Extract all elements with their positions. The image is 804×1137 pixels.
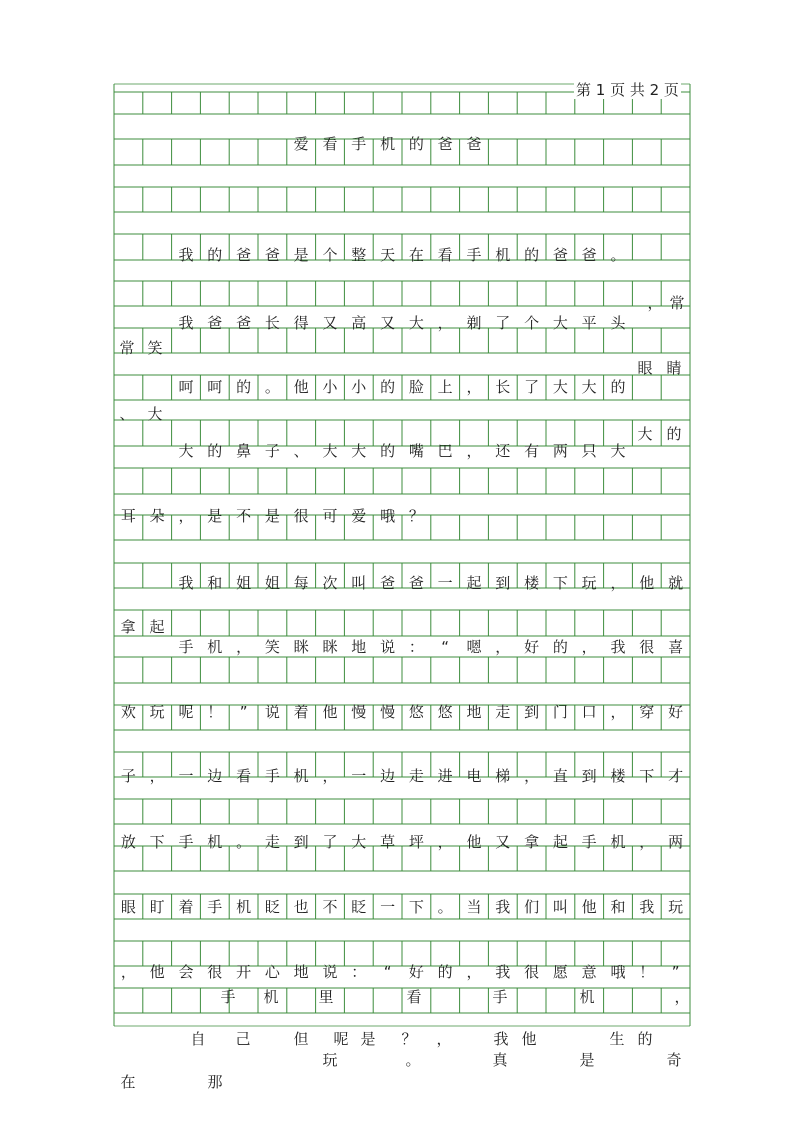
- text-line: ，: [639, 833, 655, 851]
- text-line: 看: [437, 246, 453, 264]
- text-line: 喜: [668, 638, 684, 656]
- text-line: 。: [437, 898, 453, 916]
- text-line: 穿: [639, 703, 655, 721]
- text-line: 我: [178, 574, 194, 592]
- text-line: 上: [437, 378, 453, 396]
- text-line: 们: [524, 898, 540, 916]
- text-line: 大: [178, 442, 194, 460]
- text-line: 进: [437, 767, 453, 785]
- text-line: ，: [647, 294, 663, 312]
- text-line: 坪: [408, 833, 424, 851]
- text-line: 起: [466, 574, 482, 592]
- text-line: 到: [293, 833, 309, 851]
- text-line: 眯: [293, 638, 309, 656]
- text-line: 的: [236, 378, 252, 396]
- text-line: ！: [639, 963, 655, 981]
- text-line: 哦: [380, 507, 396, 525]
- text-line: 耳: [120, 507, 136, 525]
- text-line: 眼: [637, 359, 653, 377]
- text-line: 眨: [351, 898, 367, 916]
- text-line: 我: [495, 963, 511, 981]
- text-line: 大: [610, 442, 626, 460]
- text-line: 很: [524, 963, 540, 981]
- text-line: 机: [610, 833, 626, 851]
- text-line: ，: [436, 1030, 452, 1048]
- text-line: 了: [495, 314, 511, 332]
- text-line: 大: [552, 314, 568, 332]
- text-line: 笑: [147, 339, 163, 357]
- text-line: 和: [207, 574, 223, 592]
- text-line: 玩: [668, 898, 684, 916]
- text-line: 。: [264, 378, 280, 396]
- text-line: 奇: [666, 1051, 682, 1069]
- text-line: 很: [639, 638, 655, 656]
- text-line: 悠: [437, 703, 453, 721]
- text-line: 睛: [666, 359, 682, 377]
- text-line: 梯: [495, 767, 511, 785]
- text-line: 大: [322, 442, 338, 460]
- text-line: 开: [236, 963, 252, 981]
- text-line: 机: [207, 833, 223, 851]
- text-line: 平: [581, 314, 597, 332]
- essay-title: 爸: [466, 135, 482, 153]
- text-line: 我: [495, 898, 511, 916]
- text-line: 还: [495, 442, 511, 460]
- text-line: 真: [492, 1051, 508, 1069]
- text-line: 又: [495, 833, 511, 851]
- text-line: 又: [380, 314, 396, 332]
- text-line: 草: [380, 833, 396, 851]
- text-line: 手: [220, 988, 236, 1006]
- text-line: ，: [466, 442, 482, 460]
- text-line: ，: [495, 638, 511, 656]
- text-line: 整: [351, 246, 367, 264]
- text-line: 着: [178, 898, 194, 916]
- text-line: 的: [207, 442, 223, 460]
- text-line: 走: [408, 767, 424, 785]
- text-line: 是: [207, 507, 223, 525]
- text-line: 手: [492, 988, 508, 1006]
- text-line: 下: [408, 898, 424, 916]
- text-line: 是: [579, 1051, 595, 1069]
- text-line: 小: [322, 378, 338, 396]
- text-line: 好: [668, 703, 684, 721]
- text-line: 下: [639, 767, 655, 785]
- text-line: 说: [322, 963, 338, 981]
- text-line: 手: [264, 767, 280, 785]
- text-line: 呵: [207, 378, 223, 396]
- text-line: 嗯: [466, 638, 482, 656]
- text-line: ，: [466, 963, 482, 981]
- text-line: 手: [466, 246, 482, 264]
- text-line: ，: [610, 574, 626, 592]
- text-line: 下: [552, 574, 568, 592]
- text-line: 机: [207, 638, 223, 656]
- text-line: 的: [524, 246, 540, 264]
- text-line: ”: [671, 963, 680, 981]
- text-line: 愿: [552, 963, 568, 981]
- text-line: 玩: [322, 1051, 338, 1069]
- text-line: 边: [380, 767, 396, 785]
- text-line: 爸: [236, 314, 252, 332]
- text-line: 自: [190, 1030, 206, 1048]
- text-line: 盯: [149, 898, 165, 916]
- text-line: 手: [178, 833, 194, 851]
- text-line: 我: [493, 1030, 509, 1048]
- text-line: 我: [639, 898, 655, 916]
- text-line: 眨: [264, 898, 280, 916]
- text-line: ，: [120, 963, 136, 981]
- text-line: 一: [380, 898, 396, 916]
- text-line: 口: [581, 703, 597, 721]
- text-line: 爸: [408, 574, 424, 592]
- text-line: 走: [495, 703, 511, 721]
- text-line: 才: [668, 767, 684, 785]
- text-line: 玩: [581, 574, 597, 592]
- text-line: ！: [207, 703, 223, 721]
- text-line: 电: [466, 767, 482, 785]
- essay-title: 爸: [437, 135, 453, 153]
- text-line: 。: [610, 246, 626, 264]
- text-line: 高: [351, 314, 367, 332]
- text-line: 常: [669, 294, 685, 312]
- text-line: 呵: [178, 378, 194, 396]
- text-line: 会: [178, 963, 194, 981]
- text-line: 笑: [264, 638, 280, 656]
- text-line: 爸: [264, 246, 280, 264]
- text-line: 里: [318, 988, 334, 1006]
- text-line: 放: [120, 833, 136, 851]
- text-line: 到: [524, 703, 540, 721]
- text-line: 眼: [120, 898, 136, 916]
- text-line: 呢: [333, 1030, 349, 1048]
- text-line: 慢: [351, 703, 367, 721]
- text-line: 我: [610, 638, 626, 656]
- text-line: 个: [524, 314, 540, 332]
- text-line: 有: [524, 442, 540, 460]
- text-line: 好: [408, 963, 424, 981]
- text-line: 悠: [408, 703, 424, 721]
- text-line: 爸: [207, 314, 223, 332]
- essay-title: 看: [322, 135, 338, 153]
- text-line: ？: [401, 1030, 417, 1048]
- text-line: 小: [351, 378, 367, 396]
- text-line: 他: [521, 1030, 537, 1048]
- text-line: 的: [637, 1030, 653, 1048]
- essay-title: 手: [351, 135, 367, 153]
- text-line: ，: [466, 378, 482, 396]
- text-line: 哦: [610, 963, 626, 981]
- text-line: 大: [581, 378, 597, 396]
- text-line: 到: [581, 767, 597, 785]
- text-line: 生: [609, 1030, 625, 1048]
- text-line: ，: [437, 314, 453, 332]
- text-line: 他: [639, 574, 655, 592]
- text-line: 又: [322, 314, 338, 332]
- text-line: 长: [495, 378, 511, 396]
- text-line: 他: [581, 898, 597, 916]
- text-line: 拿: [524, 833, 540, 851]
- text-line: 他: [293, 378, 309, 396]
- text-line: 是: [264, 507, 280, 525]
- text-line: “: [383, 963, 392, 981]
- text-line: 两: [552, 442, 568, 460]
- text-line: 楼: [610, 767, 626, 785]
- text-line: 机: [495, 246, 511, 264]
- text-line: 每: [293, 574, 309, 592]
- text-line: 呢: [178, 703, 194, 721]
- text-line: 走: [264, 833, 280, 851]
- text-line: 不: [322, 898, 338, 916]
- text-line: 的: [380, 442, 396, 460]
- text-line: 只: [581, 442, 597, 460]
- text-line: 就: [668, 574, 684, 592]
- text-line: ，: [674, 988, 690, 1006]
- text-line: 地: [466, 703, 482, 721]
- text-line: 叫: [552, 898, 568, 916]
- text-line: ，: [236, 638, 252, 656]
- text-line: ”: [239, 703, 248, 721]
- text-line: 常: [119, 339, 135, 357]
- text-line: 子: [264, 442, 280, 460]
- text-line: 爸: [380, 574, 396, 592]
- text-line: 脸: [408, 378, 424, 396]
- text-line: 边: [207, 767, 223, 785]
- text-line: ，: [149, 767, 165, 785]
- text-line: ，: [581, 638, 597, 656]
- text-line: 不: [236, 507, 252, 525]
- text-line: 大: [351, 442, 367, 460]
- text-line: 地: [293, 963, 309, 981]
- text-line: ，: [322, 767, 338, 785]
- text-line: 那: [207, 1073, 223, 1091]
- text-line: 当: [466, 898, 482, 916]
- text-line: 机: [236, 898, 252, 916]
- page-header: 第 1 页 共 2 页: [576, 81, 679, 99]
- text-line: 的: [437, 963, 453, 981]
- text-line: 很: [207, 963, 223, 981]
- text-line: 看: [406, 988, 422, 1006]
- text-line: 一: [178, 767, 194, 785]
- text-line: 玩: [149, 703, 165, 721]
- text-line: 也: [293, 898, 309, 916]
- text-line: 一: [351, 767, 367, 785]
- text-line: 嘴: [408, 442, 424, 460]
- text-line: 了: [322, 833, 338, 851]
- text-line: 的: [552, 638, 568, 656]
- text-line: 意: [581, 963, 597, 981]
- text-line: 的: [207, 246, 223, 264]
- text-line: 子: [120, 767, 136, 785]
- essay-title: 机: [380, 135, 396, 153]
- text-line: 的: [666, 425, 682, 443]
- text-line: 手: [581, 833, 597, 851]
- text-line: 一: [437, 574, 453, 592]
- text-line: 说: [380, 638, 396, 656]
- text-line: 大: [351, 833, 367, 851]
- text-line: 爱: [351, 507, 367, 525]
- text-line: 、: [119, 405, 135, 423]
- text-line: 起: [149, 618, 165, 636]
- text-line: 心: [264, 963, 280, 981]
- text-line: 大: [637, 425, 653, 443]
- text-line: 两: [668, 833, 684, 851]
- text-line: 眯: [322, 638, 338, 656]
- essay-title: 爱: [293, 135, 309, 153]
- text-line: 爸: [581, 246, 597, 264]
- text-line: 和: [610, 898, 626, 916]
- text-line: 起: [552, 833, 568, 851]
- text-line: 了: [524, 378, 540, 396]
- text-line: 爸: [552, 246, 568, 264]
- text-line: 大: [147, 405, 163, 423]
- text-line: 下: [149, 833, 165, 851]
- text-line: 到: [495, 574, 511, 592]
- text-line: 手: [207, 898, 223, 916]
- text-line: 个: [322, 246, 338, 264]
- text-line: 大: [408, 314, 424, 332]
- text-line: 我: [178, 246, 194, 264]
- text-line: 机: [579, 988, 595, 1006]
- text-line: 在: [120, 1073, 136, 1091]
- text-line: 爸: [236, 246, 252, 264]
- text-line: 很: [293, 507, 309, 525]
- text-line: 天: [380, 246, 396, 264]
- text-line: 楼: [524, 574, 540, 592]
- text-line: 的: [610, 378, 626, 396]
- text-line: 但: [293, 1030, 309, 1048]
- text-line: 手: [178, 638, 194, 656]
- text-line: 姐: [236, 574, 252, 592]
- text-line: ？: [408, 507, 424, 525]
- text-line: 机: [293, 767, 309, 785]
- text-line: 长: [264, 314, 280, 332]
- text-line: 看: [236, 767, 252, 785]
- text-line: 。: [236, 833, 252, 851]
- text-line: 大: [552, 378, 568, 396]
- text-line: 拿: [120, 618, 136, 636]
- text-line: ，: [610, 703, 626, 721]
- text-line: 己: [235, 1030, 251, 1048]
- text-line: ，: [178, 507, 194, 525]
- text-line: 可: [322, 507, 338, 525]
- text-line: 门: [552, 703, 568, 721]
- text-line: 头: [610, 314, 626, 332]
- text-line: 鼻: [236, 442, 252, 460]
- text-line: 姐: [264, 574, 280, 592]
- text-line: 他: [466, 833, 482, 851]
- text-line: 剃: [466, 314, 482, 332]
- text-line: 直: [552, 767, 568, 785]
- text-line: ：: [408, 638, 424, 656]
- text-line: 、: [293, 442, 309, 460]
- text-line: 朵: [149, 507, 165, 525]
- text-line: ，: [437, 833, 453, 851]
- text-line: 他: [322, 703, 338, 721]
- text-line: 的: [380, 378, 396, 396]
- text-line: 着: [293, 703, 309, 721]
- text-line: 地: [351, 638, 367, 656]
- text-line: 叫: [351, 574, 367, 592]
- text-line: 是: [360, 1030, 376, 1048]
- text-line: 机: [263, 988, 279, 1006]
- text-line: ，: [524, 767, 540, 785]
- text-line: 我: [178, 314, 194, 332]
- text-line: 在: [408, 246, 424, 264]
- text-line: 说: [264, 703, 280, 721]
- text-line: 次: [322, 574, 338, 592]
- text-line: 。: [405, 1051, 421, 1069]
- text-line: 好: [524, 638, 540, 656]
- text-line: 他: [149, 963, 165, 981]
- text-line: 欢: [120, 703, 136, 721]
- text-line: ：: [351, 963, 367, 981]
- text-line: 巴: [437, 442, 453, 460]
- essay-title: 的: [408, 135, 424, 153]
- text-line: “: [441, 638, 450, 656]
- text-line: 得: [293, 314, 309, 332]
- text-line: 是: [293, 246, 309, 264]
- text-line: 慢: [380, 703, 396, 721]
